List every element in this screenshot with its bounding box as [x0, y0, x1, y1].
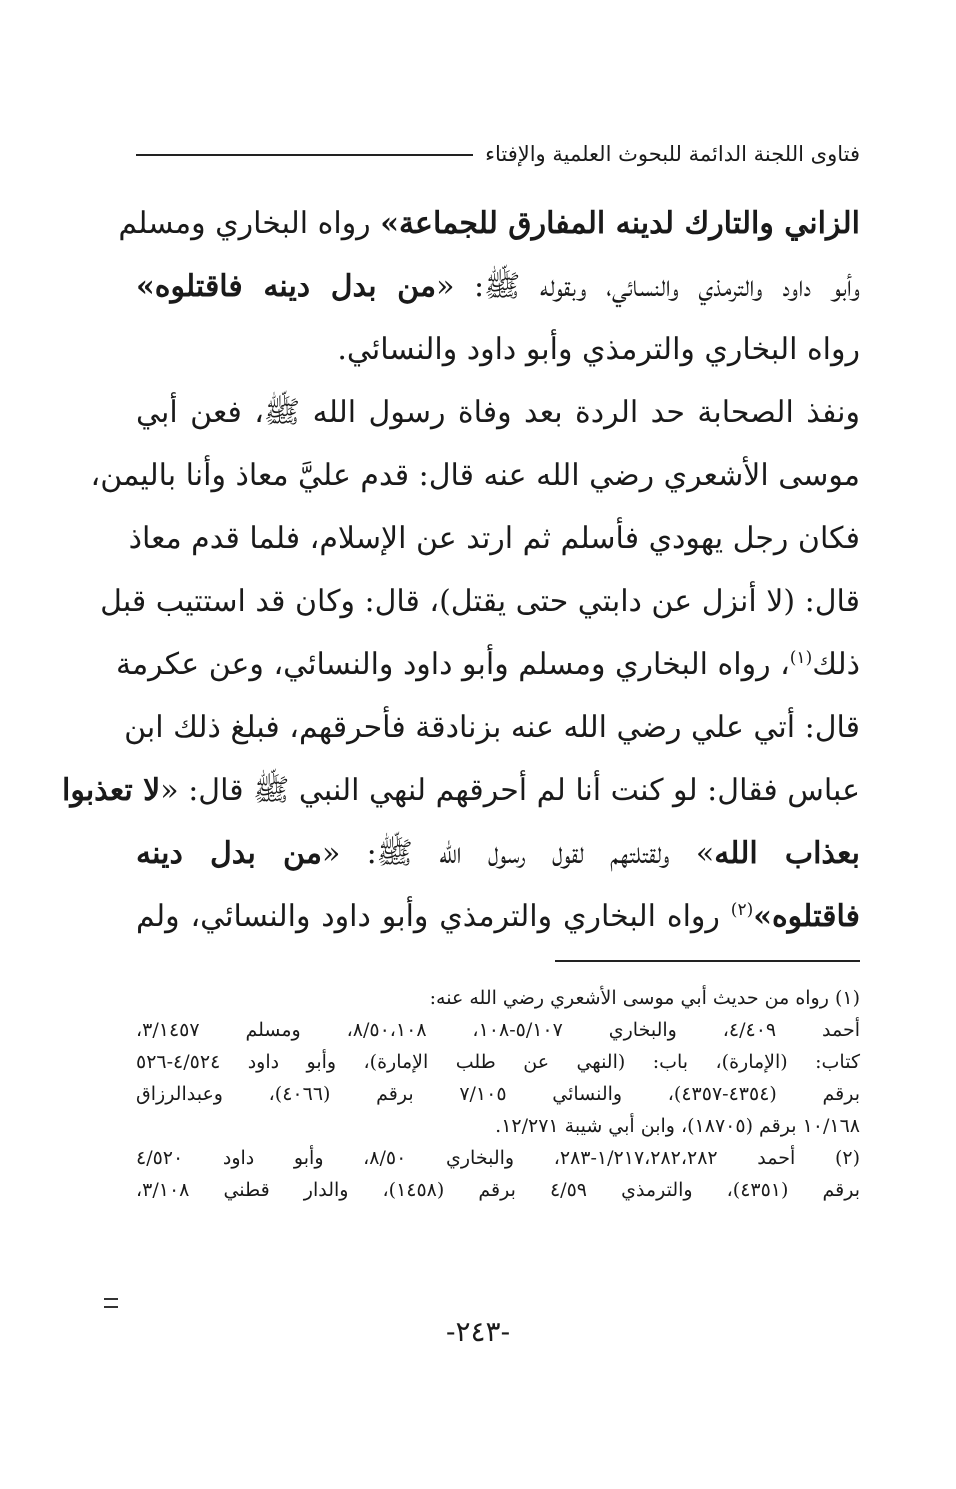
footnote-separator: [555, 960, 860, 962]
page-number: -٢٤٣-: [445, 1315, 511, 1348]
text-line: [136, 822, 860, 885]
text-line: [124, 696, 860, 759]
footnote-line: كتاب: (الإمارة)، باب: (النهي عن طلب الإمارة)، وأبو داود ٤/٥٢٤-٥٢٦: [136, 1051, 860, 1073]
text-line: [136, 381, 860, 444]
footnote-line: برقم (٤٣٥٤-٤٣٥٧)، والنسائي ٧/١٠٥ برقم (٤٠٦٦)، وعبدالرزاق: [136, 1083, 861, 1105]
text-run: قال: (لا أنزل عن دابتي حتى يقتل)، قال: وكان قد استتيب قبل: [100, 584, 860, 619]
running-header: [136, 134, 860, 174]
text-run: رواه البخاري ومسلم: [118, 206, 381, 241]
footnote-ref: (١): [789, 648, 813, 668]
text-run: لا تعذبوا: [61, 773, 161, 808]
text-run: وأبو داود والترمذي والنسائي، وبقوله ﷺ: «: [436, 269, 860, 304]
main-text: [61, 192, 860, 948]
text-run: ونفذ الصحابة حد الردة بعد وفاة رسول الله ﷺ، فعن أبي: [136, 395, 860, 430]
text-run: فاقتلوه»: [753, 899, 860, 934]
header-title: فتاوى اللجنة الدائمة للبحوث العلمية والإفتاء: [485, 142, 860, 166]
footnote-line: ١٠/١٦٨ برقم (١٨٧٠٥)، وابن أبي شيبة ١٢/٢٧١.: [495, 1115, 860, 1137]
text-line: [90, 444, 860, 507]
text-run: عباس فقال: لو كنت أنا لم أحرقهم لنهي النبي ﷺ قال: «: [160, 773, 860, 808]
header-rule: [136, 154, 473, 156]
footnote-line: برقم (٤٣٥١)، والترمذي ٤/٥٩ برقم (١٤٥٨)، والدار قطني ٣/١٠٨،: [136, 1179, 861, 1201]
text-run: ، رواه البخاري ومسلم وأبو داود والنسائي، وعن عكرمة: [115, 647, 790, 682]
footnote-line: أحمد ٤/٤٠٩، والبخاري ٥/١٠٧-١٠٨، ٨/٥٠،١٠٨، ومسلم ٣/١٤٥٧،: [136, 1019, 861, 1041]
text-run: موسى الأشعري رضي الله عنه قال: قدم عليَّ معاذ وأنا باليمن،: [90, 458, 860, 493]
text-line: [128, 507, 860, 570]
margin-mark: [104, 1298, 118, 1308]
footnote-line: (١) رواه من حديث أبي موسى الأشعري رضي الله عنه:: [429, 987, 860, 1009]
footnote-ref: (٢): [730, 900, 754, 920]
text-line: [100, 570, 860, 633]
footnotes: [136, 982, 860, 1206]
text-line: [118, 192, 860, 255]
footnote-line: (٢) أحمد ١/٢١٧،٢٨٢،٢٨٢-٢٨٣، والبخاري ٨/٥٠، وأبو داود ٤/٥٢٠: [136, 1147, 860, 1169]
text-run: رواه البخاري والترمذي وأبو داود والنسائي، ولم: [136, 899, 731, 934]
text-line: [61, 759, 860, 822]
text-line: [136, 318, 860, 381]
text-run: فكان رجل يهودي فأسلم ثم ارتد عن الإسلام، فلما قدم معاذ: [128, 521, 860, 556]
text-line: [115, 633, 860, 696]
text-run: من بدل دينه: [136, 836, 322, 871]
text-run: الزاني والتارك لدينه المفارق للجماعة»: [380, 206, 860, 241]
text-run: من بدل دينه فاقتلوه»: [136, 269, 437, 304]
text-run: قال: أتي علي رضي الله عنه بزنادقة فأحرقهم، فبلغ ذلك ابن: [124, 710, 860, 745]
text-run: ذلك: [812, 647, 860, 682]
text-run: بعذاب الله: [714, 836, 860, 871]
text-line: [136, 885, 860, 948]
text-run: رواه البخاري والترمذي وأبو داود والنسائي.: [337, 332, 860, 367]
text-line: [136, 255, 860, 318]
text-run: » ولقتلتهم لقول رسول الله ﷺ: «: [321, 836, 715, 871]
